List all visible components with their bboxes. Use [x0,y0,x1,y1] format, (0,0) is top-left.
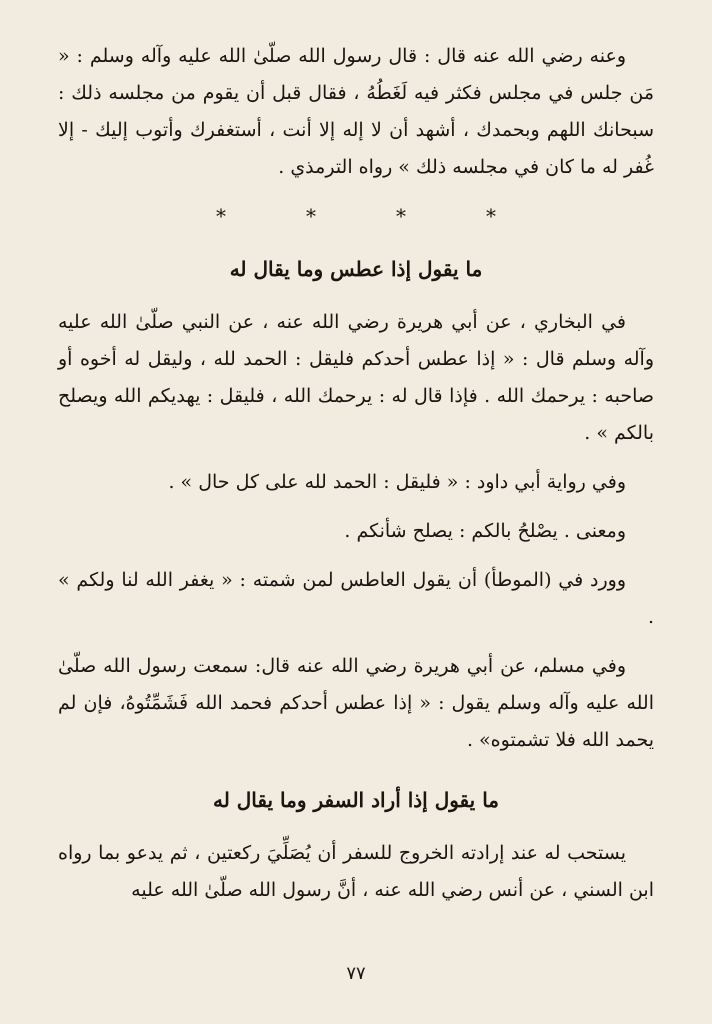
paragraph-muwatta: وورد في (الموطأ) أن يقول العاطس لمن شمته : « يغفر الله لنا ولكم » . [58,569,654,628]
separator-star: * [486,204,496,228]
section-heading-travel: ما يقول إذا أراد السفر وما يقال له [212,788,500,812]
paragraph-meaning: ومعنى . يصْلحُ بالكم : يصلح شأنكم . [344,520,626,542]
paragraph-travel: يستحب له عند إرادته الخروج للسفر أن يُصَلِّيَ ركعتين ، ثم يدعو بما رواه ابن السني ، عن أنس رضي الله عنه ، أنَّ رسول الله صلّىٰ الله عليه [58,842,654,901]
section-separator [58,204,654,228]
paragraph-bukhari: في البخاري ، عن أبي هريرة رضي الله عنه ، عن النبي صلّىٰ الله عليه وآله وسلم قال : « إذا عطس أحدكم فليقل : الحمد لله ، وليقل له أخوه أو صاحبه : يرحمك الله . فإذا قال له : يرحمك الله ، فليقل : يهديكم الله ويصلح بالكم » . [58,311,654,444]
separator-star: * [216,204,226,228]
hadith-paragraph-majlis: وعنه رضي الله عنه قال : قال رسول الله صلّىٰ الله عليه وآله وسلم : « مَن جلس في مجلس فكثر فيه لَغَطُهُ ، فقال قبل أن يقوم من مجلسه ذلك : سبحانك اللهم وبحمدك ، أشهد أن لا إله إلا أنت ، أستغفرك وأتوب إليك - إلا غُفر له ما كان في مجلسه ذلك » رواه الترمذي . [58,45,654,178]
separator-star: * [396,204,406,228]
paragraph-muslim: وفي مسلم، عن أبي هريرة رضي الله عنه قال: سمعت رسول الله صلّىٰ الله عليه وآله وسلم يقول : « إذا عطس أحدكم فحمد الله فَشَمِّتُوهُ، فإن لم يحمد الله فلا تشمتوه» . [58,655,654,751]
section-heading-sneezing: ما يقول إذا عطس وما يقال له [229,257,483,281]
page-number: ٧٧ [346,963,366,984]
separator-star: * [306,204,316,228]
paragraph-abu-dawud: وفي رواية أبي داود : « فليقل : الحمد لله على كل حال » . [168,471,626,493]
